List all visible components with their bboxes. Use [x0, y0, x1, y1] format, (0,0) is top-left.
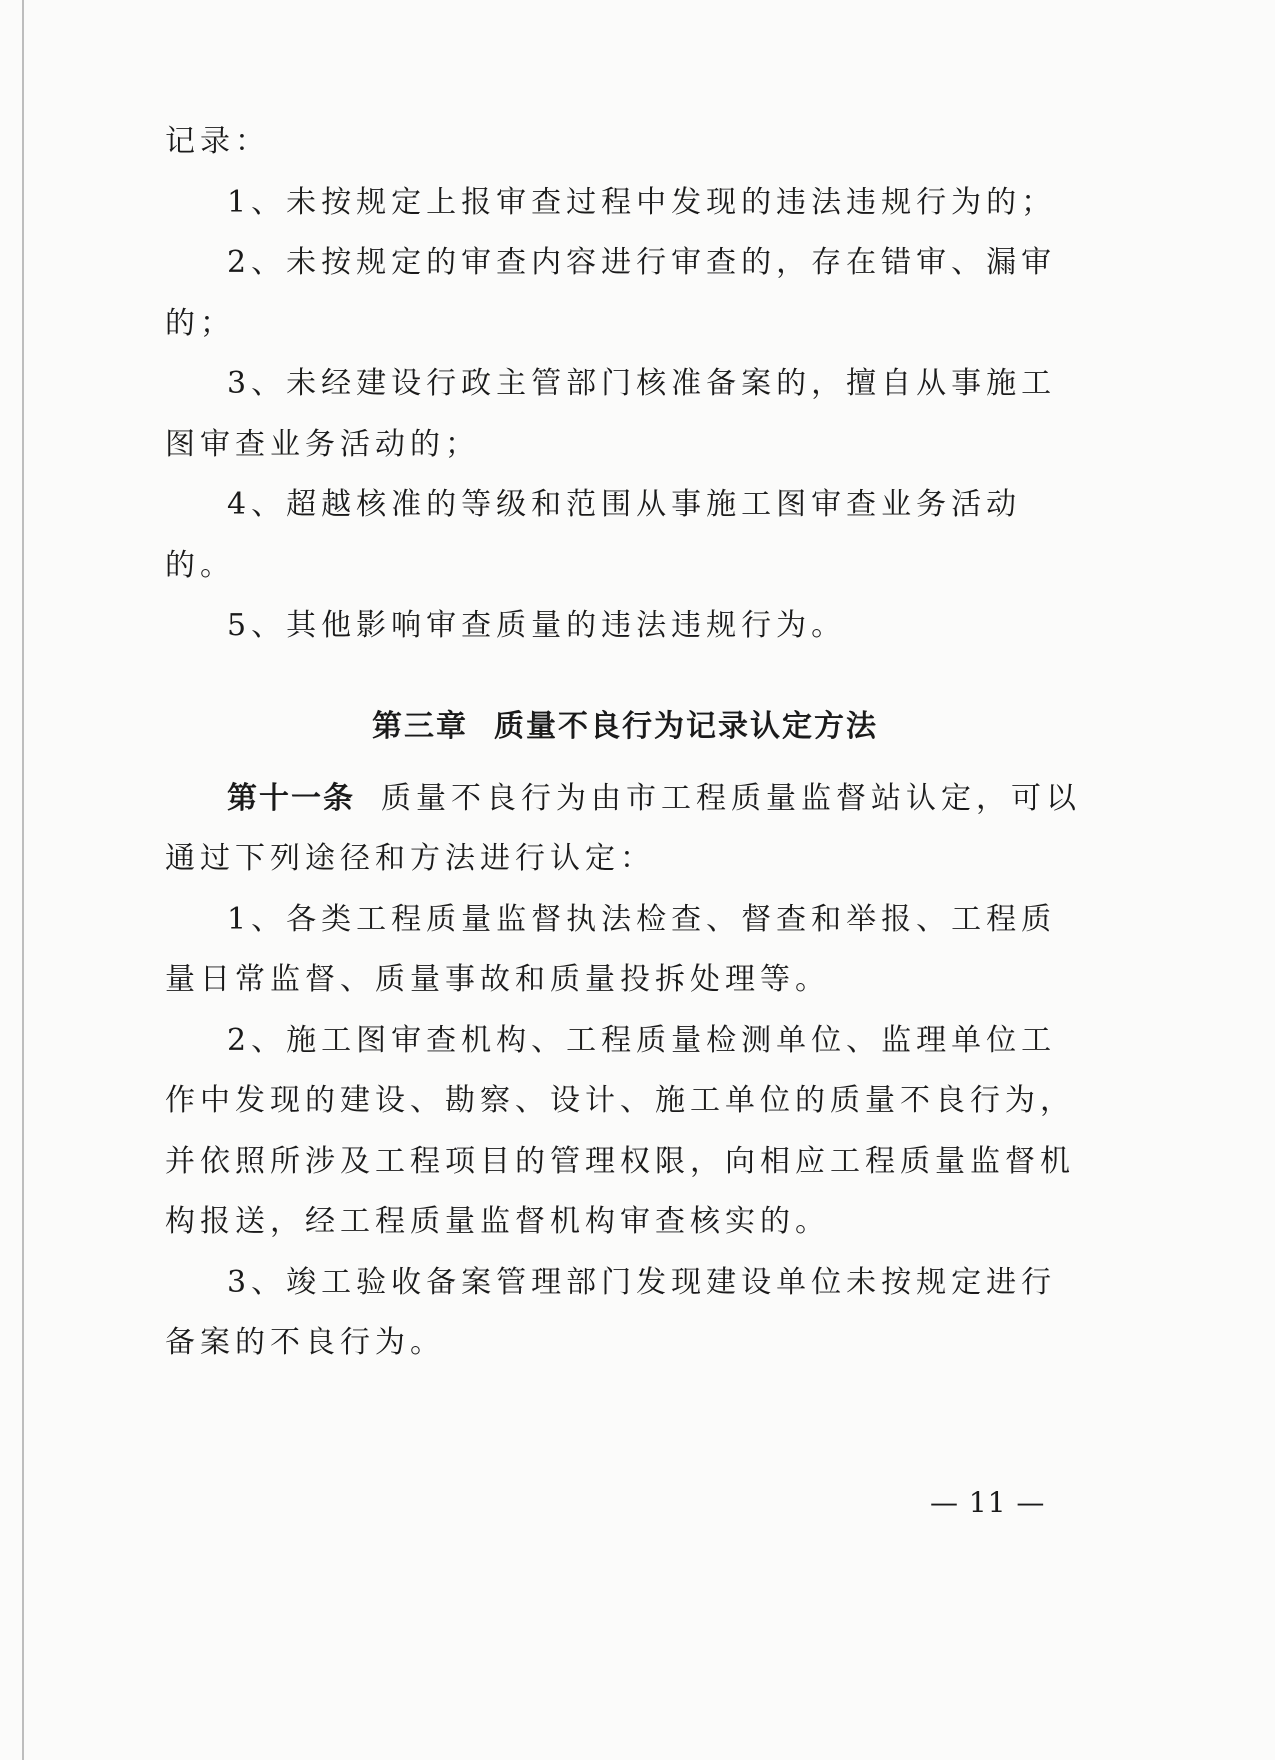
list-item: 3、竣工验收备案管理部门发现建设单位未按规定进行备案的不良行为。: [165, 1264, 1057, 1360]
chapter-heading: [165, 697, 1085, 757]
list-item: 1、未按规定上报审查过程中发现的违法违规行为的；: [227, 184, 1057, 220]
list-item: 1、各类工程质量监督执法检查、督查和举报、工程质量日常监督、质量事故和质量投拆处理等。: [165, 901, 1057, 997]
chapter-number: 第三章: [372, 708, 468, 744]
opening-text: 记录：: [165, 124, 270, 159]
list-item: 5、其他影响审查质量的违法违规行为。: [227, 608, 847, 643]
article-paragraph: [165, 769, 1085, 890]
list-item: 4、超越核准的等级和范围从事施工图审查业务活动的。: [165, 487, 1022, 583]
binding-edge: [22, 0, 24, 1760]
list-item: 3、未经建设行政主管部门核准备案的，擅自从事施工图审查业务活动的；: [165, 366, 1057, 462]
chapter-title: 质量不良行为记录认定方法: [494, 708, 878, 744]
article-text: 质量不良行为由市工程质量监督站认定，可以通过下列途径和方法进行认定：: [165, 780, 1081, 876]
list-item: 2、施工图审查机构、工程质量检测单位、监理单位工作中发现的建设、勘察、设计、施工单位的质量不良行为，并依照所涉及工程项目的管理权限，向相应工程质量监督机构报送，经工程质量监督机构审查核实的。: [165, 1022, 1075, 1239]
list-item: 2、未按规定的审查内容进行审查的，存在错审、漏审的；: [165, 245, 1057, 341]
document-body: [165, 112, 1085, 1374]
article-number: 第十一条: [227, 780, 355, 816]
page-number: — 11 —: [930, 1486, 1046, 1519]
